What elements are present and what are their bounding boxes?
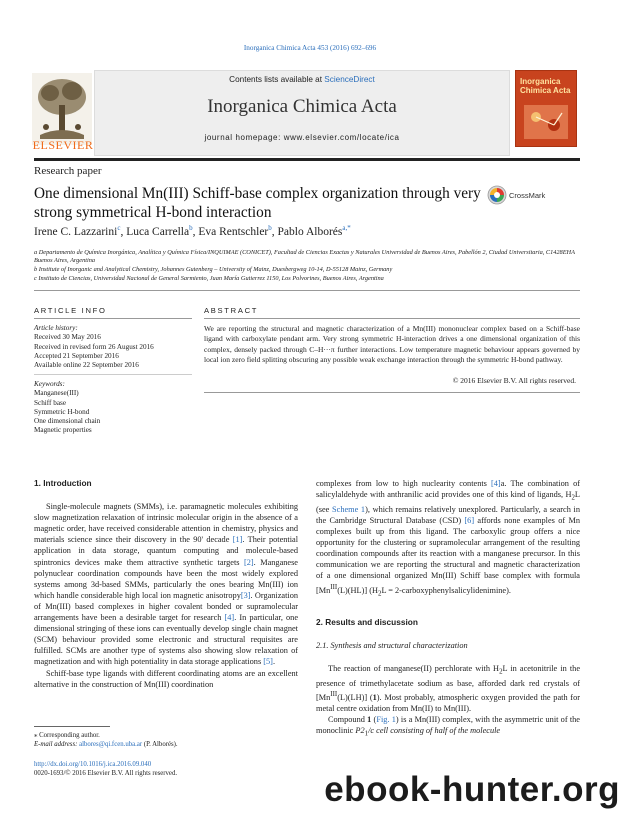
contents-prefix: Contents lists available at: [229, 75, 325, 84]
author-list: Irene C. Lazzarini$^c$, Luca Carrella$^b$, Eva Rentschler$^b$, Pablo Alborés$^{a,*}$: [34, 224, 351, 238]
body-right-column: [316, 478, 580, 740]
subsection-heading: 2.1. Synthesis and structural characterization: [316, 641, 468, 651]
article-title: One dimensional Mn(III) Schiff-base complex organization through very strong symmetrical H-bond interaction: [34, 185, 481, 221]
reference-link[interactable]: [4]: [491, 479, 501, 488]
keywords-block: [34, 380, 194, 436]
article-info-rule: [34, 318, 192, 319]
scheme-link[interactable]: Scheme 1: [332, 504, 366, 514]
keyword-item: Symmetric H-bond: [34, 407, 90, 416]
article-history: [34, 324, 194, 370]
abstract-text: We are reporting the structural and magnetic characterization of a Mn(III) mononuclear complex based on a Schiff-base ligand with carboxylate pendant arm. Very strong symmetric H-interaction drives a one dimensional organization of this complex, densely packed through C–H···π further interactions. Low temperature magnetic behaviour appears governed by local ion zero field splitting obscuring any possible weak exchange interaction through the symmetric H-bond pathway.: [204, 324, 580, 364]
crossmark-badge[interactable]: [487, 185, 579, 207]
corresponding-label: ⁎ Corresponding author.: [34, 732, 100, 739]
paragraph: The reaction of manganese(II) perchlorate with $H_2L$ in acetonitrile in the presence of trimethylacetate sodium as base, afforded dark red crystals of $[Mn^{III}(L)(LH)]$ (1). Most probably, atmospheric oxygen provided the path for metal centre oxidation from Mn(II) to Mn(III).: [316, 664, 581, 713]
author-affil-marker[interactable]: b: [268, 224, 272, 232]
doi-link[interactable]: http://dx.doi.org/10.1016/j.ica.2016.09.040: [34, 761, 152, 768]
reference-link[interactable]: [1]: [232, 535, 243, 545]
journal-name: Inorganica Chimica Acta: [207, 96, 397, 117]
author-email-link[interactable]: albores@qi.fcen.uba.ar: [79, 741, 143, 748]
keywords-label: Keywords:: [34, 380, 65, 388]
keyword-item: Schiff base: [34, 398, 67, 407]
author-name: Pablo Alborés: [277, 225, 343, 238]
elsevier-wordmark: ELSEVIER: [32, 138, 94, 152]
sciencedirect-link[interactable]: ScienceDirect: [324, 75, 375, 84]
article-info-heading: ARTICLE INFO: [34, 306, 107, 315]
history-item: Available online 22 September 2016: [34, 361, 139, 370]
history-item: Received 30 May 2016: [34, 333, 101, 342]
abstract-copyright: © 2016 Elsevier B.V. All rights reserved.: [452, 376, 576, 385]
author-affil-marker[interactable]: c: [117, 224, 121, 232]
reference-link[interactable]: [5]: [263, 657, 273, 667]
abstract-heading: ABSTRACT: [204, 306, 259, 315]
paragraph: Compound 1 (Fig. 1) is a Mn(III) complex, with the asymmetric unit of the monoclinic $P2_1/c$ cell consisting of half of the molecule: [316, 715, 580, 738]
journal-citation-link[interactable]: Inorganica Chimica Acta 453 (2016) 692–696: [243, 44, 377, 52]
reference-link[interactable]: [4]: [224, 613, 235, 623]
section-rule: [34, 290, 580, 291]
author-name: Irene C. Lazzarini: [34, 225, 118, 238]
corresponding-footnote: ⁎ Corresponding author. E-mail address: albores@qi.fcen.uba.ar (P. Alborés).: [34, 731, 298, 749]
reference-link[interactable]: [2]: [243, 557, 254, 567]
paragraph: complexes from low to high nuclearity contents [4]a. The combination of salicylaldehyde with anthranilic acid provides one of this kind of ligands, $H_2L$ (see Scheme 1), which remains relatively unexplored. Particularly, a search in the Cambridge Structural Database (CSD) [6] affords none examples of Mn complexes built up from this ligand. The carboxylic group offers a nice opportunity for the clustering or supramolecular arrangement of the resulting coordination compounds after its reaction with a manganese precursor. In this communication we are reporting the structural and magnetic characterization of a one dimensional organized Mn(III) Schiff base complex with formula $[Mn^{III}(L)(HL)] (H_2L$ = 2-carboxyphenylsalicylidenimine).: [316, 479, 580, 597]
section-heading-introduction: 1. Introduction: [34, 478, 92, 488]
history-item: Received in revised form 26 August 2016: [34, 342, 154, 351]
contents-line: [94, 75, 510, 84]
elsevier-tree-logo: [32, 73, 92, 145]
abstract-bottom-rule: [204, 392, 580, 393]
affiliation-a: a Departamento de Química Inorgánica, Analítica y Química Física/INQUIMAE (CONICET), Facultad de Ciencias Exactas y Naturales Universidad de Buenos Aires, Pabellón 2, Ciudad Universitaria, C1428EHA Buenos Aires, Argentina: [34, 249, 575, 265]
paragraph: Schiff-base type ligands with different coordinating atoms are an excellent alternative in the construction of Mn(III) coordination: [34, 668, 298, 689]
footnote-rule: [34, 726, 110, 727]
history-item: Accepted 21 September 2016: [34, 351, 119, 360]
crossmark-label: CrossMark: [509, 191, 546, 200]
reference-link[interactable]: [6]: [464, 515, 475, 525]
history-rule: [34, 374, 192, 375]
journal-homepage-line: [94, 133, 510, 142]
journal-cover-image: [515, 70, 577, 147]
cover-molecule-art: [524, 105, 568, 139]
homepage-prefix: journal homepage:: [204, 133, 284, 142]
abstract-rule: [204, 318, 580, 319]
issn-line: 0020-1693/© 2016 Elsevier B.V. All rights reserved.: [34, 770, 178, 777]
figure-link[interactable]: Fig. 1: [376, 715, 396, 724]
section-heading-results: 2. Results and discussion: [316, 617, 418, 628]
history-label: Article history:: [34, 324, 78, 332]
homepage-url-link[interactable]: www.elsevier.com/locate/ica: [283, 133, 400, 142]
affiliation-c: c Instituto de Ciencias, Universidad Nacional de General Sarmiento, Juan María Gutierrez 1150, Los Polvorines, Buenos Aires, Argentina: [34, 275, 384, 282]
author-affil-marker[interactable]: b: [189, 224, 193, 232]
crossmark-icon: [487, 185, 507, 205]
author-name: Eva Rentschler: [198, 225, 269, 238]
paragraph: Single-molecule magnets (SMMs), i.e. paramagnetic molecules exhibiting slow magnetization relaxation of intrinsic molecular origin in the absence of a magnetic order, have received considerable attention in chemistry, physics and materials science since their discovery in the 90' decade [1]. Their potential application in data storage, quantum computing and molecule-based spintronics devices make them attractive synthetic targets [2]. Manganese polynuclear coordination compounds have been the most widely explored systems among 3d-based SMMs, particularly the ones bearing Mn(III) ion which handle considerable high local ion magnetic anisotropy[3]. Organization of Mn(III) based complexes in higher covalent bonded or supramolecular arrangements have been a desirable target for research [4]. In particular, one dimensional stringing of these ions can eventually develop single chain magnet (SCM) behaviour provided some electronic and structural requisites are fulfilled. SCMs are another type of systems also showing slow relaxation of magnetization and with high potentiality in data storage applications [5].: [34, 502, 299, 667]
body-left-column: [34, 478, 298, 690]
author-name: Luca Carrella: [126, 225, 190, 238]
author-affil-marker[interactable]: a,*: [342, 224, 351, 232]
keyword-item: Manganese(III): [34, 389, 79, 398]
article-type: Research paper: [34, 165, 102, 177]
watermark-text: ebook-hunter.org: [324, 770, 620, 809]
reference-link[interactable]: [3]: [240, 590, 251, 600]
keyword-item: One dimensional chain: [34, 417, 101, 426]
keyword-item: Magnetic properties: [34, 426, 92, 435]
header-rule: [34, 158, 580, 161]
cover-title: Inorganica Chimica Acta: [520, 77, 571, 95]
affiliation-b: b Institute of Inorganic and Analytical Chemistry, Johannes Gutenberg – University of Mainz, Duesbergweg 10-14, D-55128 Mainz, Germany: [34, 266, 393, 273]
